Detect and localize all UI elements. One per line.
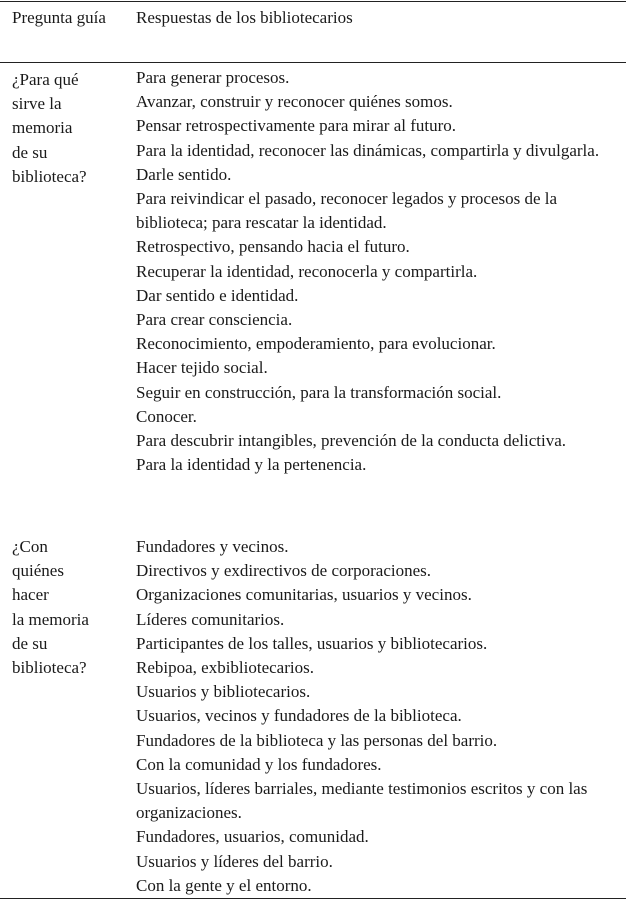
answers-2 [136, 535, 616, 898]
question-1-line: sirve la [12, 94, 62, 114]
table-top-rule [0, 1, 626, 2]
answer-item: Fundadores y vecinos. [136, 537, 289, 556]
answer-item: Con la gente y el entorno. [136, 875, 312, 895]
answer-item: Rebipoa, exbibliotecarios. [136, 658, 314, 678]
answer-item: Reconocimiento, empoderamiento, para evolucionar. [136, 334, 496, 354]
answer-item: Avanzar, construir y reconocer quiénes somos. [136, 92, 453, 112]
question-1 [12, 68, 124, 189]
answer-item: Para la identidad y la pertenencia. [136, 455, 367, 475]
answer-item: Para descubrir intangibles, prevención de la conducta delictiva. [136, 431, 567, 451]
header-question: Pregunta guía [12, 8, 106, 27]
answer-item: Directivos y exdirectivos de corporaciones. [136, 561, 432, 581]
answer-item: Darle sentido. [136, 164, 232, 184]
header-answers: Respuestas de los bibliotecarios [136, 8, 353, 27]
answer-item: Participantes de los talles, usuarios y bibliotecarios. [136, 633, 488, 653]
answer-item: Retrospectivo, pensando hacia el futuro. [136, 237, 410, 257]
question-2-line: quiénes [12, 561, 64, 581]
answer-item: Para la identidad, reconocer las dinámicas, compartirla y divulgarla. [136, 140, 600, 160]
question-2 [12, 535, 124, 680]
answer-item: Dar sentido e identidad. [136, 285, 299, 305]
answer-item: Líderes comunitarios. [136, 609, 285, 629]
answer-item: Conocer. [136, 406, 197, 426]
answer-item: Recuperar la identidad, reconocerla y compartirla. [136, 261, 478, 281]
question-2-line: la memoria [12, 609, 89, 629]
answer-item: Fundadores, usuarios, comunidad. [136, 827, 369, 847]
question-1-line: biblioteca? [12, 166, 87, 186]
answer-item: Usuarios y líderes del barrio. [136, 851, 333, 871]
question-1-line: ¿Para qué [12, 70, 79, 89]
answer-item: Con la comunidad y los fundadores. [136, 754, 382, 774]
answer-item: Usuarios y bibliotecarios. [136, 682, 311, 702]
question-2-line: de su [12, 633, 48, 653]
question-2-line: biblioteca? [12, 658, 87, 678]
answer-item: Para reivindicar el pasado, reconocer legados y procesos de la biblioteca; para rescatar la identidad. [136, 189, 558, 233]
answer-item: Hacer tejido social. [136, 358, 268, 378]
answers-1 [136, 66, 616, 477]
answer-item: Para crear consciencia. [136, 310, 293, 330]
answer-item: Para generar procesos. [136, 68, 290, 87]
answer-item: Organizaciones comunitarias, usuarios y vecinos. [136, 585, 472, 605]
answer-item: Pensar retrospectivamente para mirar al futuro. [136, 116, 457, 136]
answer-item: Usuarios, líderes barriales, mediante testimonios escritos y con las organizaciones. [136, 779, 588, 823]
table-bottom-rule [0, 898, 626, 899]
question-2-line: ¿Con [12, 537, 48, 556]
answer-item: Usuarios, vecinos y fundadores de la biblioteca. [136, 706, 462, 726]
question-1-line: de su [12, 142, 48, 162]
answer-item: Fundadores de la biblioteca y las personas del barrio. [136, 730, 498, 750]
header-rule [0, 62, 626, 63]
answer-item: Seguir en construcción, para la transformación social. [136, 382, 502, 402]
question-2-line: hacer [12, 585, 49, 605]
question-1-line: memoria [12, 118, 73, 138]
